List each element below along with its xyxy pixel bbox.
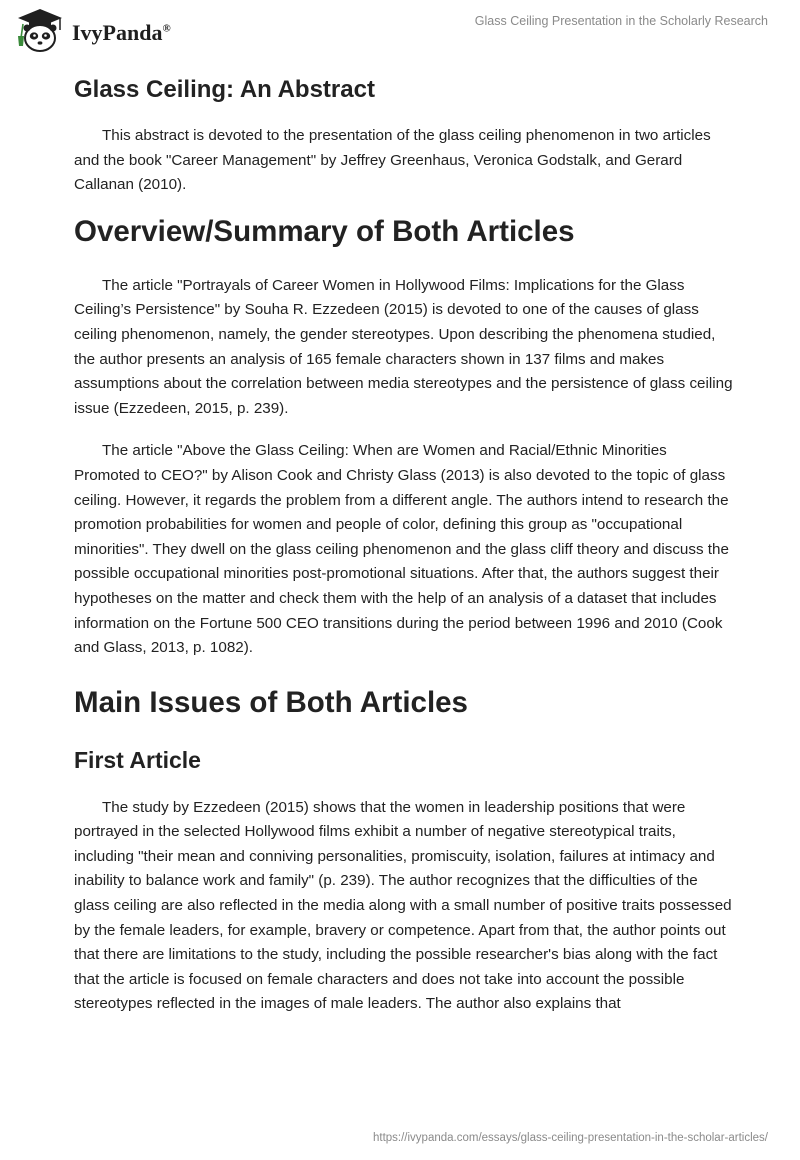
essay-content [74,70,734,1017]
first-article-heading: First Article [74,746,201,773]
logo-wordmark: IvyPanda [72,20,163,45]
overview-paragraph-2: The article "Above the Glass Ceiling: When are Women and Racial/Ethnic Minorities Promoted to CEO?" by Alison Cook and Christy Glass (2013) is also devoted to the topic of glass ceiling. However, it regards the problem from a different angle. The authors intend to research the promotion probabilities for women and people of color, defining this group as "occupational minorities". They dwell on the glass ceiling phenomenon and the glass cliff theory and discuss the possible occupational minorities post-promotional situations. After that, the authors suggest their hypotheses on the matter and check them with the help of an analysis of a dataset that includes information on the Fortune 500 CEO transitions during the period between 1996 and 2010 (Cook and Glass, 2013, p. 1082). [74,442,729,657]
main-issues-heading: Main Issues of Both Articles [74,685,468,719]
ivypanda-logo[interactable] [14,6,171,54]
first-article-paragraph: The study by Ezzedeen (2015) shows that the women in leadership positions that were portrayed in the selected Hollywood films exhibit a number of negative stereotypical traits, including "their mean and conniving personalities, promiscuity, isolation, failures at intimacy and inability to balance work and family" (p. 239). The author recognizes that the difficulties of the glass ceiling are also reflected in the media along with a small number of positive traits possessed by the female leaders, for example, bravery or competence. Apart from that, the author points out that there are limitations to the study, including the possible researcher's bias along with the fact that the article is focused on female characters and does not take into account the possible stereotypes reflected in the images of male leaders. The author also explains that [74,798,732,1013]
overview-paragraph-1: The article "Portrayals of Career Women in Hollywood Films: Implications for the Glass Ceiling’s Persistence" by Souha R. Ezzedeen (2015) is devoted to one of the causes of glass ceiling phenomenon, namely, the gender stereotypes. Upon describing the phenomena studied, the author presents an analysis of 165 female characters shown in 137 films and makes assumptions about the correlation between media stereotypes and the persistence of glass ceiling issue (Ezzedeen, 2015, p. 239). [74,276,733,417]
overview-heading: Overview/Summary of Both Articles [74,214,575,248]
page-header [0,0,800,60]
source-url[interactable]: https://ivypanda.com/essays/glass-ceiling-presentation-in-the-scholar-articles/ [372,1132,768,1144]
logo-text [72,20,171,46]
registered-mark: ® [162,22,171,35]
abstract-heading: Glass Ceiling: An Abstract [74,76,375,103]
document-title: Glass Ceiling Presentation in the Scholarly Research [474,14,768,28]
abstract-paragraph: This abstract is devoted to the presentation of the glass ceiling phenomenon in two articles and the book "Career Management" by Jeffrey Greenhaus, Veronica Godstalk, and Gerard Callanan (2010). [74,127,711,194]
panda-graduate-icon [14,6,66,54]
